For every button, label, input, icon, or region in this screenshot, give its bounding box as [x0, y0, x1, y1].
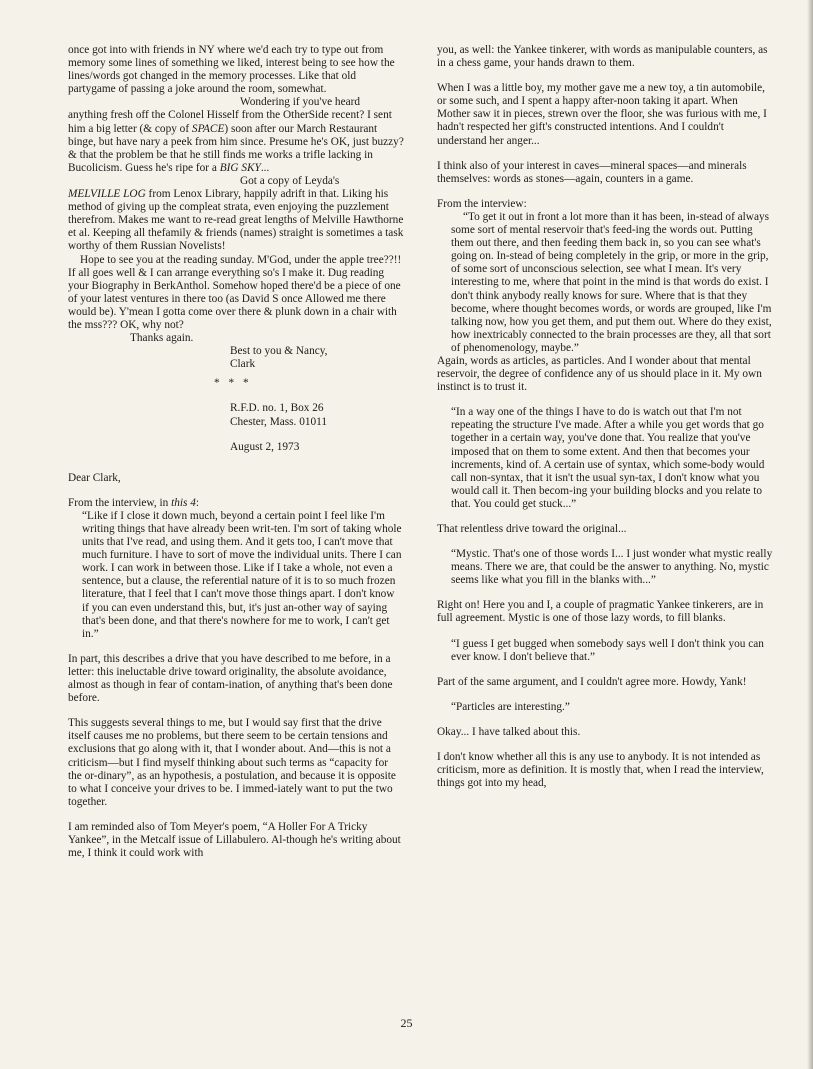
interview-quote-3: “In a way one of the things I have to do is watch out that I'm not repeating the structure I've made. After a while you get words that go together in a certain way, you've done that. You realize that you've imposed that on them to some extent. And then that becomes your increments, kind of. A certain use of syntax, which some-body would call non-syntax, that it isn't the usual syn-tax, I don't know what you would call it. Then becom-ing your building blocks and you relate to that. You could get stuck...” [451, 406, 765, 510]
paragraph-articles: Again, words as articles, as particles. And I wonder about that mental reservoir, the degree of confidence any of us should place in it. My own instinct is to trust it. [437, 354, 762, 394]
paragraph-toy: When I was a little boy, my mother gave me a new toy, a tin automobile, or some such, and I spent a happy after-noon taking it apart. When Mother saw it in pieces, strewn over the floor, she was furious with me, I hadn't respected her gift's constructed intentions. And I couldn't understand her anger... [437, 82, 767, 147]
interview-intro: From the interview, in this 4: [68, 496, 200, 509]
paragraph-leyda-lead: Got a copy of Leyda's [240, 174, 340, 187]
interview-quote-2: “To get it out in front a lot more than it has been, in-stead of always some sort of mental reservoir that's feed-ing the words out. Putting them out there, and then feeding them back in, so you can see what's going on. In-stead of being completely in the grip, or more in the grip, of some sort of unconscious selection, see what I mean. It's very interesting to me, where that point in the mind is that words do exist. I don't think anybody really knows for sure. Where that is that they become, where thought becomes words, or words are grouped, like I'm talking now, how you get them, and put them out. Where do they exist, how inextricably connected to the brain processes are they, all that sort of phenomenology, maybe.” [451, 210, 772, 354]
interview-intro-2: From the interview: [437, 197, 527, 210]
interview-quote-6: “Particles are interesting.” [451, 700, 570, 713]
paragraph-drive: In part, this describes a drive that you have described to me before, in a letter: this ineluctable drive toward originality, the absolute avoidance, almost as though in fear of contam-ination, of anything that's been done before. [68, 652, 393, 705]
signature: Clark [230, 358, 256, 371]
paragraph-leyda: MELVILLE LOG from Lenox Library, happily adrift in that. Liking his method of giving up the compleat strata, even enjoying the puzzlement therefrom. Makes me want to re-read great lengths of Melville Hawthorne et al. Keeping all thefamily & friends (names) straight is sometimes a task worthy of them Russian Novelists! [68, 188, 404, 253]
closing-line: Best to you & Nancy, [230, 345, 328, 358]
paragraph-reading: Hope to see you at the reading sunday. M'God, under the apple tree??!! If all goes well & I can arrange everything so's I make it. Dug reading your Biography in BerkAnthol. Somehow hoped there'd be a piece of one of your latest ventures in there too (as David S once Allowed me there would be). Y'mean I gotta come over there & plunk down in a chair with the mss??? OK, why not? [68, 253, 402, 331]
interview-quote-5: “I guess I get bugged when somebody says well I don't think you can ever know. I don't believe that.” [451, 637, 764, 663]
title-big-sky: BIG SKY [219, 161, 261, 174]
paragraph-closing-thoughts: I don't know whether all this is any use to anybody. It is not intended as criticism, more as definition. It is mostly that, when I read the interview, things got into my head, [437, 751, 764, 790]
title-melville-log: MELVILLE LOG [68, 188, 146, 201]
page-number: 25 [400, 1016, 413, 1030]
paragraph-tensions: This suggests several things to me, but I would say first that the drive itself causes me no problems, but there seem to be certain tensions and exclusions that go along with it, that I wonder about. And—this is not a criticism—but I find myself thinking about such terms as “capacity for the or-dinary”, as an hypothesis, a postulation, and because it is opposite to what I conceive your drives to be. I immed-iately want to put the two together. [68, 717, 396, 808]
title-this-4: this 4 [171, 496, 196, 509]
address-line-1: R.F.D. no. 1, Box 26 [230, 402, 324, 415]
paragraph-meyer: I am reminded also of Tom Meyer's poem, “A Holler For A Tricky Yankee”, in the Metcalf issue of Lillabulero. Al-though he's writing about me, I think it could work with [68, 820, 401, 860]
left-column [68, 44, 404, 860]
section-divider: * * * [214, 377, 252, 390]
page-edge-shadow [807, 0, 813, 1069]
title-space: SPACE [191, 122, 225, 135]
thanks-line: Thanks again. [130, 332, 194, 345]
paragraph-caves: I think also of your interest in caves—mineral spaces—and minerals themselves: words as stones—again, counters in a game. [437, 159, 747, 185]
paragraph-memory-game: once got into with friends in NY where we'd each try to type out from memory some lines of something we liked, interest being to see how the lines/words got changed in the memory processes. Like that old partygame of passing a joke around the room, somewhat. [68, 44, 395, 96]
letter-date: August 2, 1973 [230, 440, 300, 453]
interview-quote-4: “Mystic. That's one of those words I... I just wonder what mystic really means. There we are, that could be the answer to anything. No, mystic seems like what you fill in the blanks with...” [451, 548, 773, 587]
paragraph-relentless: That relentless drive toward the original... [437, 523, 627, 535]
interview-quote-1: “Like if I close it down much, beyond a certain point I feel like I'm writing things that have already been writ-ten. I'm sort of taking whole units that I've read, and using them. And it gets too, I can't move that much furniture. I have to sort of move the individual units. There I can work. I can work in between those. Like if I take a whole, not even a sentence, but a clause, the referential nature of it is to so much frozen literature, that I feel that I can't move those things apart. I don't know if you can even understand this, but, it's just an-other way of saying that's been done, and that there's nowhere for me to work, I can't get in.” [82, 509, 402, 640]
paragraph-right-on: Right on! Here you and I, a couple of pragmatic Yankee tinkerers, are in full agreement. Mystic is one of those lazy words, to fill blanks. [437, 599, 764, 625]
address-line-2: Chester, Mass. 01011 [230, 415, 328, 428]
paragraph-howdy: Part of the same argument, and I couldn't agree more. Howdy, Yank! [437, 675, 747, 688]
paragraph-tinkerer: you, as well: the Yankee tinkerer, with words as manipulable counters, as in a chess game, your hands drawn to them. [437, 44, 768, 70]
paragraph-colonel-lead: Wondering if you've heard [240, 96, 361, 109]
salutation: Dear Clark, [68, 471, 121, 484]
paragraph-okay: Okay... I have talked about this. [437, 725, 581, 738]
right-column [437, 44, 773, 790]
paragraph-colonel: anything fresh off the Colonel Hisself from the OtherSide recent? I sent him a big letter (& copy of SPACE) soon after our March Restaurant binge, but have nary a peek from him since. Presume he's OK, just buzzy? & that the problem be that he still finds me works a trifle lacking in Bucolicism. Guess he's ripe for a BIG SKY... [68, 109, 404, 174]
